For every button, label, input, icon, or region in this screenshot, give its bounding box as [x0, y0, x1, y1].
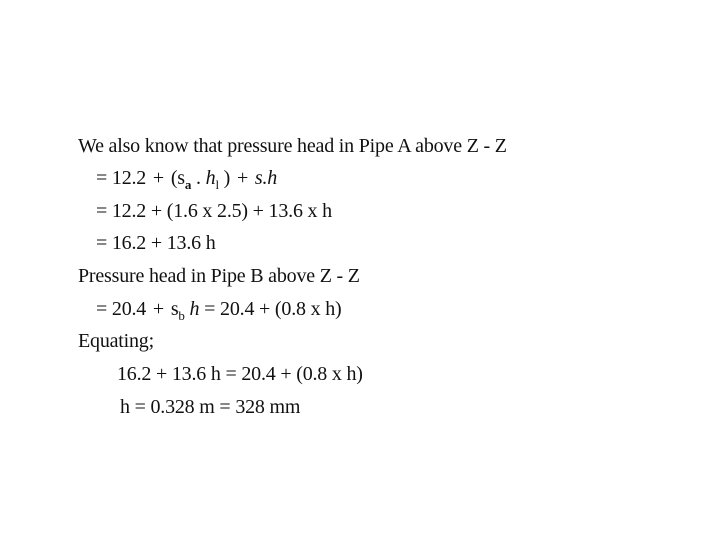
value: 12.2	[111, 167, 147, 189]
plus-sign: +	[152, 298, 165, 320]
equation-pipe-b-1	[96, 297, 341, 321]
equals-sign: =	[96, 167, 108, 189]
subscript-l: l	[215, 177, 219, 192]
equating-text: Equating;	[78, 330, 154, 352]
equation-pipe-a-2: = 12.2 + (1.6 x 2.5) + 13.6 x h	[96, 200, 332, 222]
value: 20.4	[111, 298, 147, 320]
subscript-b: b	[178, 308, 185, 323]
pipe-b-text: Pressure head in Pipe B above Z - Z	[78, 265, 360, 287]
s-variable: s	[170, 298, 179, 320]
plus-sign-2: +	[236, 167, 249, 189]
equation-combined: 16.2 + 13.6 h = 20.4 + (0.8 x h)	[117, 363, 363, 385]
subscript-a: a	[184, 177, 192, 192]
equation-pipe-a-3: = 16.2 + 13.6 h	[96, 232, 216, 254]
equation-pipe-a-1	[96, 166, 277, 190]
h-variable: h	[205, 167, 216, 189]
intro-text: We also know that pressure head in Pipe A above Z - Z	[78, 135, 507, 157]
dot-operator: .	[196, 167, 201, 189]
h-variable: h	[189, 298, 200, 320]
close-paren: )	[223, 167, 231, 189]
open-term: (s	[170, 167, 185, 189]
equation-result: h = 0.328 m = 328 mm	[120, 396, 301, 418]
s-h-term: s.h	[254, 167, 278, 189]
plus-sign: +	[152, 167, 165, 189]
equals-sign: =	[96, 298, 108, 320]
rest-of-equation: = 20.4 + (0.8 x h)	[204, 298, 342, 320]
